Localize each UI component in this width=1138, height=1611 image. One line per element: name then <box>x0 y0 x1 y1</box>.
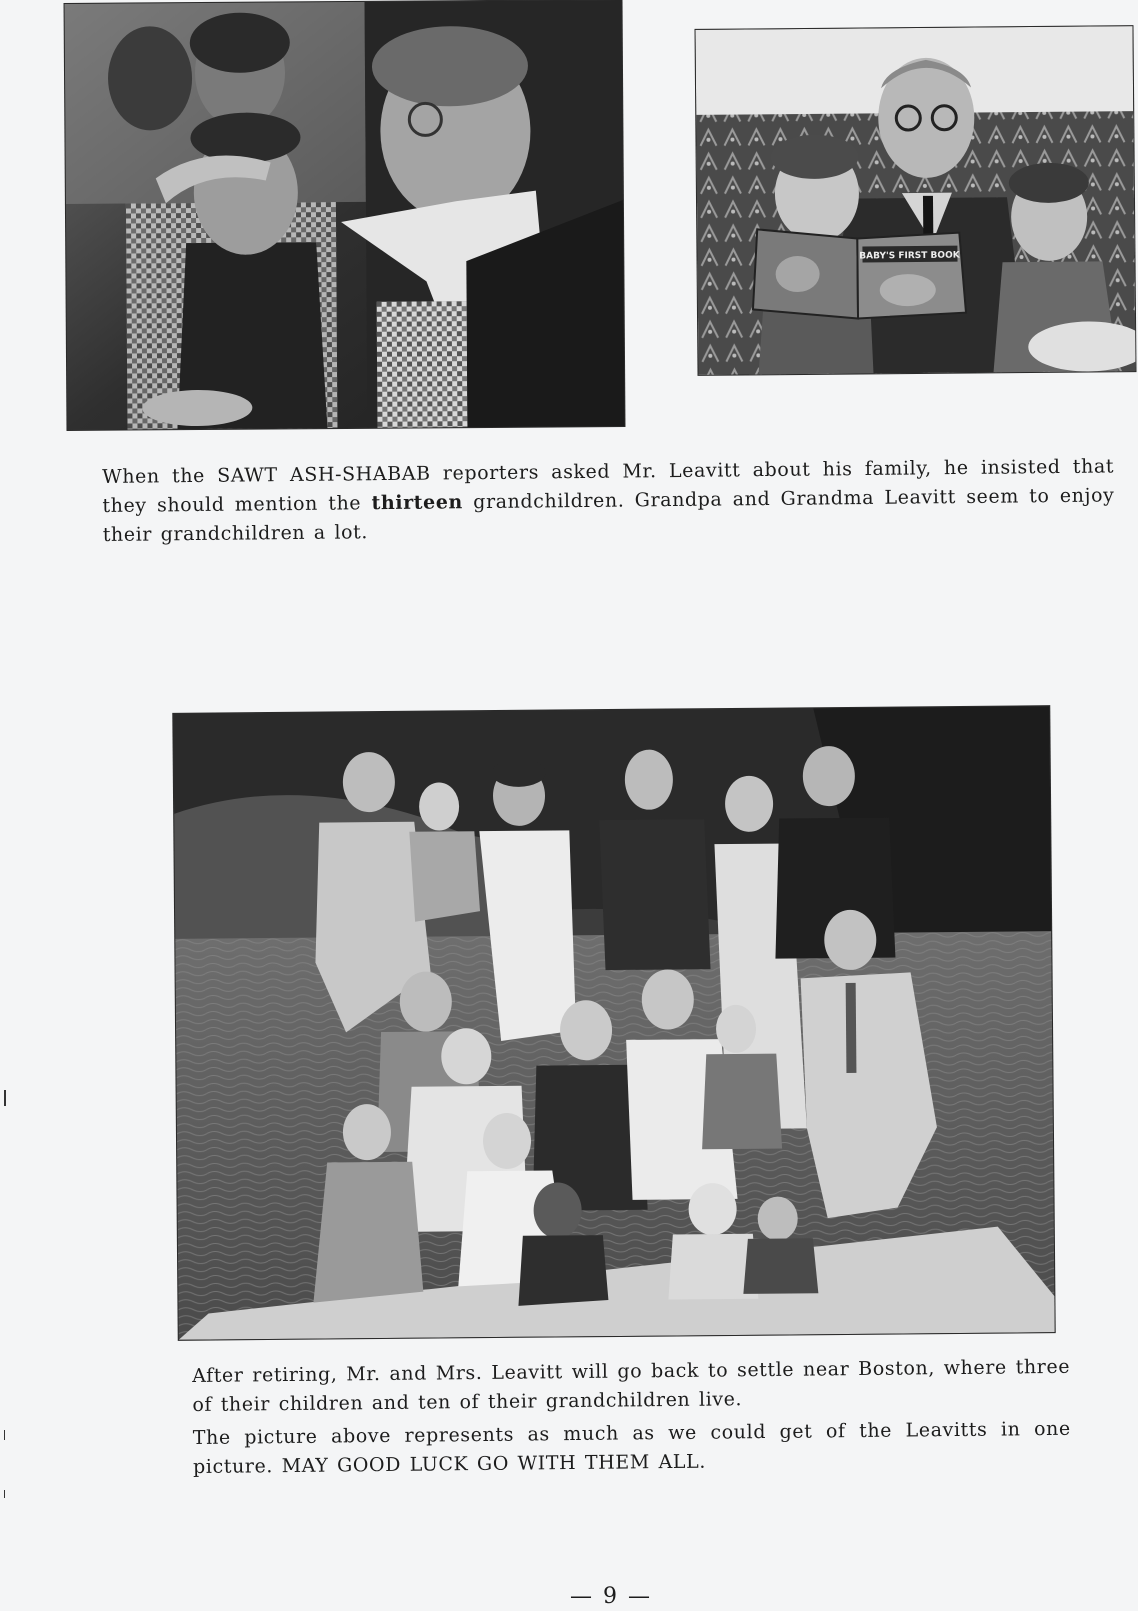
caption-grandchildren <box>102 452 1115 550</box>
photo-grandma-illustration <box>65 0 625 430</box>
page-number: — 9 — <box>570 1584 652 1609</box>
caption-top-bold: thirteen <box>371 491 464 515</box>
photo-grandpa-illustration <box>696 26 1136 375</box>
scan-mark <box>4 1490 5 1498</box>
photo-leavitt-family-dock <box>173 706 1054 1340</box>
scan-mark <box>4 1430 5 1440</box>
caption-bottom-para-2: The picture above represents as much as we could get of the Leavitts in one picture. MAY GOOD LUCK GO WITH THEM ALL. <box>192 1417 1071 1478</box>
scan-mark <box>4 1090 6 1106</box>
caption-bottom-para-1: After retiring, Mr. and Mrs. Leavitt will go back to settle near Boston, where three of their children and ten of their grandchildren live. <box>192 1355 1071 1416</box>
caption-top-text-1: When the SAWT ASH-SHABAB reporters asked Mr. Leavitt about his family, he insisted that they should mention the <box>102 455 1115 517</box>
photo-grandpa-reading <box>696 26 1136 375</box>
photo-family-illustration <box>173 706 1054 1340</box>
caption-top-text-2: grandchildren. Grandpa and Grandma Leavitt seem to enjoy their grandchildren a lot. <box>102 484 1115 546</box>
photo-grandma-with-grandchildren <box>65 0 625 430</box>
caption-family <box>192 1353 1071 1486</box>
book-title: BABY'S FIRST BOOK <box>859 250 960 262</box>
